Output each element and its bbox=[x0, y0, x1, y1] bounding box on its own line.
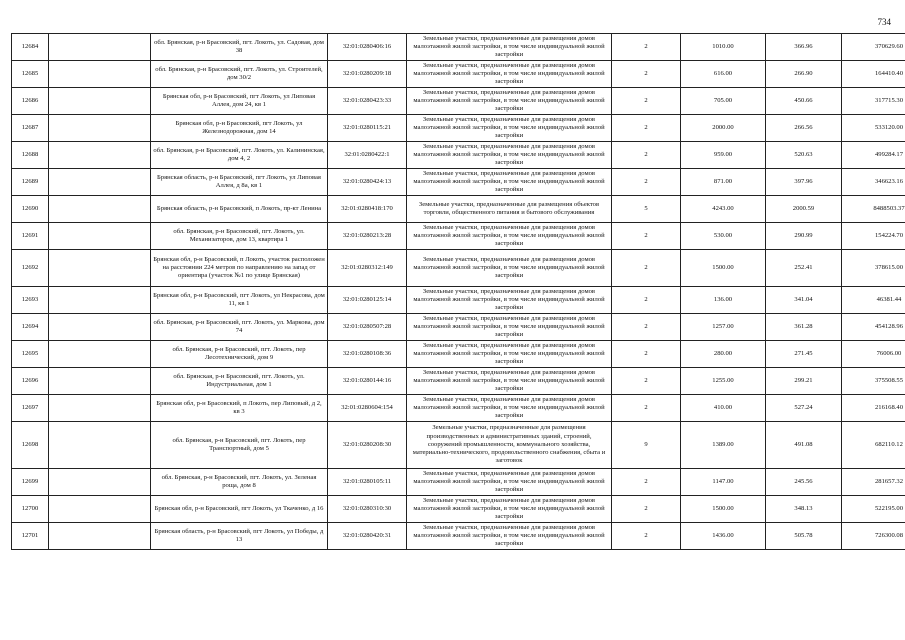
permitted-use-cell: Земельные участки, предназначенные для размещения домов малоэтажной жилой застройки, в том числе индивидуальной жилой застройки bbox=[407, 523, 612, 550]
row-id-cell: 12697 bbox=[12, 395, 49, 422]
cadastral-number-cell: 32:01:0280208:30 bbox=[328, 422, 407, 469]
unit-value-cell: 397.96 bbox=[766, 169, 842, 196]
address-cell: обл. Брянская, р-н Брасовский, пгт. Локоть, пер Транспортный, дом 5 bbox=[151, 422, 328, 469]
row-id-cell: 12685 bbox=[12, 61, 49, 88]
permitted-use-cell: Земельные участки, предназначенные для размещения домов малоэтажной жилой застройки, в том числе индивидуальной жилой застройки bbox=[407, 250, 612, 287]
use-group-cell: 2 bbox=[612, 250, 681, 287]
permitted-use-cell: Земельные участки, предназначенные для размещения домов малоэтажной жилой застройки, в том числе индивидуальной жилой застройки bbox=[407, 287, 612, 314]
cadastral-value-cell: 46381.44 bbox=[842, 287, 905, 314]
cadastral-value-cell: 726300.08 bbox=[842, 523, 905, 550]
area-cell: 959.00 bbox=[681, 142, 766, 169]
use-group-cell: 2 bbox=[612, 34, 681, 61]
area-cell: 1500.00 bbox=[681, 250, 766, 287]
row-id-cell: 12689 bbox=[12, 169, 49, 196]
unit-value-cell: 252.41 bbox=[766, 250, 842, 287]
table-row bbox=[12, 395, 905, 422]
permitted-use-cell: Земельные участки, предназначенные для размещения домов малоэтажной жилой застройки, в том числе индивидуальной жилой застройки bbox=[407, 88, 612, 115]
area-cell: 1010.00 bbox=[681, 34, 766, 61]
unit-value-cell: 341.04 bbox=[766, 287, 842, 314]
row-id-cell: 12693 bbox=[12, 287, 49, 314]
table-row bbox=[12, 368, 905, 395]
permitted-use-cell: Земельные участки, предназначенные для размещения домов малоэтажной жилой застройки, в том числе индивидуальной жилой застройки bbox=[407, 395, 612, 422]
table-row bbox=[12, 469, 905, 496]
area-cell: 4243.00 bbox=[681, 196, 766, 223]
address-cell: Брянская область, р-н Брасовский, пгт Локоть, ул Победы, д 13 bbox=[151, 523, 328, 550]
cadastral-number-cell: 32:01:0280406:16 bbox=[328, 34, 407, 61]
area-cell: 705.00 bbox=[681, 88, 766, 115]
unit-value-cell: 271.45 bbox=[766, 341, 842, 368]
blank-cell bbox=[49, 196, 151, 223]
blank-cell bbox=[49, 523, 151, 550]
use-group-cell: 2 bbox=[612, 368, 681, 395]
address-cell: Брянская обл, р-н Брасовский, п Локоть, пер Липовый, д 2, кв 3 bbox=[151, 395, 328, 422]
row-id-cell: 12695 bbox=[12, 341, 49, 368]
area-cell: 136.00 bbox=[681, 287, 766, 314]
row-id-cell: 12690 bbox=[12, 196, 49, 223]
address-cell: Брянская обл, р-н Брасовский, пгт Локоть, ул Железнодорожная, дом 14 bbox=[151, 115, 328, 142]
unit-value-cell: 245.56 bbox=[766, 469, 842, 496]
area-cell: 1500.00 bbox=[681, 496, 766, 523]
permitted-use-cell: Земельные участки, предназначенные для размещения домов малоэтажной жилой застройки, в том числе индивидуальной жилой застройки bbox=[407, 496, 612, 523]
table-row bbox=[12, 422, 905, 469]
land-registry-table bbox=[11, 33, 905, 550]
area-cell: 2000.00 bbox=[681, 115, 766, 142]
blank-cell bbox=[49, 34, 151, 61]
use-group-cell: 2 bbox=[612, 314, 681, 341]
address-cell: Брянская область, р-н Брасовский, п Локоть, пр-кт Ленина bbox=[151, 196, 328, 223]
blank-cell bbox=[49, 250, 151, 287]
row-id-cell: 12698 bbox=[12, 422, 49, 469]
address-cell: обл. Брянская, р-н Брасовский, пгт. Локоть, ул. Индустриальная, дом 1 bbox=[151, 368, 328, 395]
address-cell: Брянская обл, р-н Брасовский, п Локоть, участок расположен на расстоянии 224 метров по направлению на запад от ориентира (участок №1 по улице Брянская) bbox=[151, 250, 328, 287]
table-row bbox=[12, 88, 905, 115]
cadastral-number-cell: 32:01:0280424:13 bbox=[328, 169, 407, 196]
blank-cell bbox=[49, 61, 151, 88]
blank-cell bbox=[49, 287, 151, 314]
use-group-cell: 2 bbox=[612, 223, 681, 250]
use-group-cell: 2 bbox=[612, 287, 681, 314]
area-cell: 1257.00 bbox=[681, 314, 766, 341]
cadastral-value-cell: 154224.70 bbox=[842, 223, 905, 250]
page-number: 734 bbox=[877, 17, 891, 27]
address-cell: обл. Брянская, р-н Брасовский, пгт. Локоть, пер Лесотехнический, дом 9 bbox=[151, 341, 328, 368]
cadastral-number-cell: 32:01:0280115:21 bbox=[328, 115, 407, 142]
unit-value-cell: 361.28 bbox=[766, 314, 842, 341]
permitted-use-cell: Земельные участки, предназначенные для размещения домов малоэтажной жилой застройки, в том числе индивидуальной жилой застройки bbox=[407, 341, 612, 368]
cadastral-number-cell: 32:01:0280213:28 bbox=[328, 223, 407, 250]
cadastral-value-cell: 317715.30 bbox=[842, 88, 905, 115]
permitted-use-cell: Земельные участки, предназначенные для размещения домов малоэтажной жилой застройки, в том числе индивидуальной жилой застройки bbox=[407, 115, 612, 142]
unit-value-cell: 2000.59 bbox=[766, 196, 842, 223]
address-cell: Брянская обл, р-н Брасовский, пгт Локоть, ул Некрасова, дом 11, кв 1 bbox=[151, 287, 328, 314]
cadastral-value-cell: 216168.40 bbox=[842, 395, 905, 422]
use-group-cell: 9 bbox=[612, 422, 681, 469]
cadastral-value-cell: 8488503.37 bbox=[842, 196, 905, 223]
blank-cell bbox=[49, 496, 151, 523]
row-id-cell: 12684 bbox=[12, 34, 49, 61]
area-cell: 1436.00 bbox=[681, 523, 766, 550]
address-cell: Брянская обл, р-н Брасовский, пгт Локоть, ул Ткаченко, д 16 bbox=[151, 496, 328, 523]
table-row bbox=[12, 115, 905, 142]
area-cell: 616.00 bbox=[681, 61, 766, 88]
table-row bbox=[12, 196, 905, 223]
address-cell: обл. Брянская, р-н Брасовский, пгт. Локоть, ул. Механизаторов, дом 13, квартира 1 bbox=[151, 223, 328, 250]
cadastral-number-cell: 32:01:0280108:36 bbox=[328, 341, 407, 368]
blank-cell bbox=[49, 422, 151, 469]
area-cell: 1147.00 bbox=[681, 469, 766, 496]
row-id-cell: 12687 bbox=[12, 115, 49, 142]
table-body bbox=[12, 34, 905, 550]
cadastral-value-cell: 375508.55 bbox=[842, 368, 905, 395]
permitted-use-cell: Земельные участки, предназначенные для размещения домов малоэтажной жилой застройки, в том числе индивидуальной жилой застройки bbox=[407, 469, 612, 496]
cadastral-value-cell: 76006.00 bbox=[842, 341, 905, 368]
cadastral-number-cell: 32:01:0280105:11 bbox=[328, 469, 407, 496]
use-group-cell: 2 bbox=[612, 341, 681, 368]
unit-value-cell: 266.56 bbox=[766, 115, 842, 142]
table-row bbox=[12, 341, 905, 368]
address-cell: обл. Брянская, р-н Брасовский, пгт. Локоть, ул. Маркова, дом 74 bbox=[151, 314, 328, 341]
permitted-use-cell: Земельные участки, предназначенные для размещения домов малоэтажной жилой застройки, в том числе индивидуальной жилой застройки bbox=[407, 223, 612, 250]
cadastral-value-cell: 499284.17 bbox=[842, 142, 905, 169]
unit-value-cell: 366.96 bbox=[766, 34, 842, 61]
table-row bbox=[12, 250, 905, 287]
blank-cell bbox=[49, 368, 151, 395]
area-cell: 1255.00 bbox=[681, 368, 766, 395]
use-group-cell: 2 bbox=[612, 169, 681, 196]
use-group-cell: 2 bbox=[612, 61, 681, 88]
address-cell: обл. Брянская, р-н Брасовский, пгт. Локоть, ул. Калининская, дом 4, 2 bbox=[151, 142, 328, 169]
cadastral-value-cell: 682110.12 bbox=[842, 422, 905, 469]
blank-cell bbox=[49, 223, 151, 250]
cadastral-value-cell: 533120.00 bbox=[842, 115, 905, 142]
area-cell: 530.00 bbox=[681, 223, 766, 250]
area-cell: 280.00 bbox=[681, 341, 766, 368]
unit-value-cell: 299.21 bbox=[766, 368, 842, 395]
table-row bbox=[12, 314, 905, 341]
table-row bbox=[12, 61, 905, 88]
cadastral-number-cell: 32:01:0280604:154 bbox=[328, 395, 407, 422]
unit-value-cell: 527.24 bbox=[766, 395, 842, 422]
unit-value-cell: 520.63 bbox=[766, 142, 842, 169]
permitted-use-cell: Земельные участки, предназначенные для размещения домов малоэтажной жилой застройки, в том числе индивидуальной жилой застройки bbox=[407, 169, 612, 196]
table-row bbox=[12, 223, 905, 250]
use-group-cell: 2 bbox=[612, 523, 681, 550]
unit-value-cell: 505.78 bbox=[766, 523, 842, 550]
table-row bbox=[12, 142, 905, 169]
table-row bbox=[12, 496, 905, 523]
row-id-cell: 12692 bbox=[12, 250, 49, 287]
address-cell: обл. Брянская, р-н Брасовский, пгт. Локоть, ул. Зеленая роща, дом 8 bbox=[151, 469, 328, 496]
permitted-use-cell: Земельные участки, предназначенные для размещения производственных и административных зданий, строений, сооружений промышленности, коммунального хозяйства, материально-технического, продовольственного снабжения, сбыта и заготовок bbox=[407, 422, 612, 469]
use-group-cell: 2 bbox=[612, 88, 681, 115]
blank-cell bbox=[49, 469, 151, 496]
cadastral-number-cell: 32:01:0280423:33 bbox=[328, 88, 407, 115]
use-group-cell: 2 bbox=[612, 496, 681, 523]
unit-value-cell: 290.99 bbox=[766, 223, 842, 250]
area-cell: 871.00 bbox=[681, 169, 766, 196]
unit-value-cell: 491.08 bbox=[766, 422, 842, 469]
blank-cell bbox=[49, 142, 151, 169]
cadastral-number-cell: 32:01:0280507:28 bbox=[328, 314, 407, 341]
cadastral-value-cell: 281657.32 bbox=[842, 469, 905, 496]
permitted-use-cell: Земельные участки, предназначенные для размещения домов малоэтажной жилой застройки, в том числе индивидуальной жилой застройки bbox=[407, 314, 612, 341]
cadastral-number-cell: 32:01:0280144:16 bbox=[328, 368, 407, 395]
table-row bbox=[12, 287, 905, 314]
cadastral-value-cell: 454128.96 bbox=[842, 314, 905, 341]
cadastral-number-cell: 32:01:0280420:31 bbox=[328, 523, 407, 550]
table-row bbox=[12, 523, 905, 550]
cadastral-number-cell: 32:01:0280125:14 bbox=[328, 287, 407, 314]
row-id-cell: 12694 bbox=[12, 314, 49, 341]
address-cell: обл. Брянская, р-н Брасовский, пгт. Локоть, ул. Садовая, дом 38 bbox=[151, 34, 328, 61]
unit-value-cell: 348.13 bbox=[766, 496, 842, 523]
row-id-cell: 12701 bbox=[12, 523, 49, 550]
blank-cell bbox=[49, 341, 151, 368]
cadastral-value-cell: 346623.16 bbox=[842, 169, 905, 196]
blank-cell bbox=[49, 169, 151, 196]
table-row bbox=[12, 169, 905, 196]
cadastral-value-cell: 370629.60 bbox=[842, 34, 905, 61]
permitted-use-cell: Земельные участки, предназначенные для размещения домов малоэтажной жилой застройки, в том числе индивидуальной жилой застройки bbox=[407, 61, 612, 88]
address-cell: обл. Брянская, р-н Брасовский, пгт. Локоть, ул. Строителей, дом 30/2 bbox=[151, 61, 328, 88]
use-group-cell: 2 bbox=[612, 469, 681, 496]
blank-cell bbox=[49, 395, 151, 422]
permitted-use-cell: Земельные участки, предназначенные для размещения объектов торговли, общественного питания и бытового обслуживания bbox=[407, 196, 612, 223]
cadastral-number-cell: 32:01:0280312:149 bbox=[328, 250, 407, 287]
unit-value-cell: 450.66 bbox=[766, 88, 842, 115]
area-cell: 410.00 bbox=[681, 395, 766, 422]
row-id-cell: 12691 bbox=[12, 223, 49, 250]
cadastral-value-cell: 164410.40 bbox=[842, 61, 905, 88]
cadastral-number-cell: 32:01:0280418:170 bbox=[328, 196, 407, 223]
row-id-cell: 12688 bbox=[12, 142, 49, 169]
use-group-cell: 5 bbox=[612, 196, 681, 223]
permitted-use-cell: Земельные участки, предназначенные для размещения домов малоэтажной жилой застройки, в том числе индивидуальной жилой застройки bbox=[407, 142, 612, 169]
table-row bbox=[12, 34, 905, 61]
cadastral-value-cell: 378615.00 bbox=[842, 250, 905, 287]
row-id-cell: 12686 bbox=[12, 88, 49, 115]
blank-cell bbox=[49, 88, 151, 115]
blank-cell bbox=[49, 314, 151, 341]
blank-cell bbox=[49, 115, 151, 142]
unit-value-cell: 266.90 bbox=[766, 61, 842, 88]
use-group-cell: 2 bbox=[612, 395, 681, 422]
address-cell: Брянская обл, р-н Брасовский, пгт Локоть, ул Липовая Аллея, дом 24, кв 1 bbox=[151, 88, 328, 115]
cadastral-value-cell: 522195.00 bbox=[842, 496, 905, 523]
row-id-cell: 12696 bbox=[12, 368, 49, 395]
row-id-cell: 12699 bbox=[12, 469, 49, 496]
cadastral-number-cell: 32:01:0280209:18 bbox=[328, 61, 407, 88]
permitted-use-cell: Земельные участки, предназначенные для размещения домов малоэтажной жилой застройки, в том числе индивидуальной жилой застройки bbox=[407, 368, 612, 395]
address-cell: Брянская область, р-н Брасовский, пгт Локоть, ул Липовая Аллея, д 8а, кв 1 bbox=[151, 169, 328, 196]
row-id-cell: 12700 bbox=[12, 496, 49, 523]
use-group-cell: 2 bbox=[612, 142, 681, 169]
cadastral-number-cell: 32:01:0280422:1 bbox=[328, 142, 407, 169]
area-cell: 1389.00 bbox=[681, 422, 766, 469]
permitted-use-cell: Земельные участки, предназначенные для размещения домов малоэтажной жилой застройки, в том числе индивидуальной жилой застройки bbox=[407, 34, 612, 61]
use-group-cell: 2 bbox=[612, 115, 681, 142]
cadastral-number-cell: 32:01:0280310:30 bbox=[328, 496, 407, 523]
